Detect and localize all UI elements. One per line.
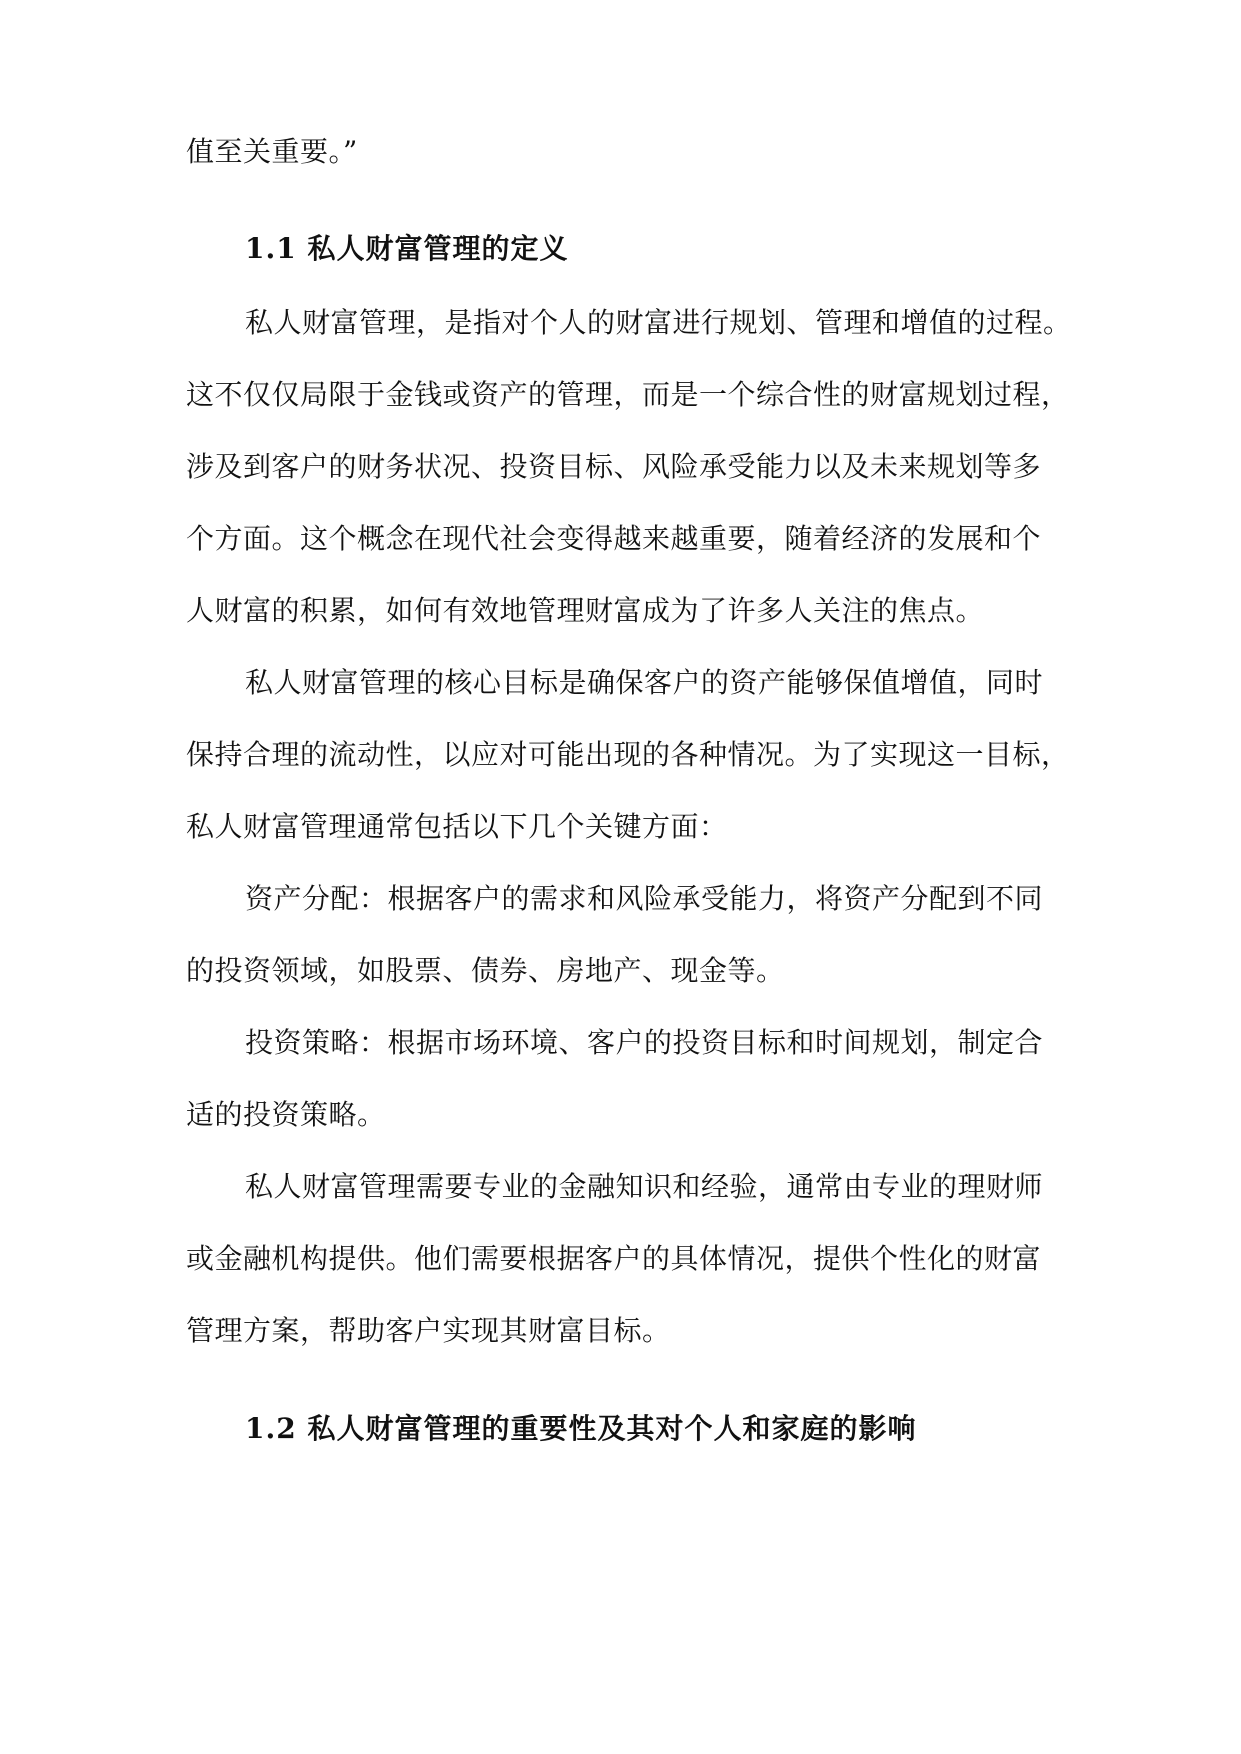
paragraph-line: 管理方案，帮助客户实现其财富目标。 bbox=[186, 1314, 671, 1347]
paragraph-line: 投资策略：根据市场环境、客户的投资目标和时间规划，制定合 bbox=[245, 1026, 1044, 1059]
paragraph-line: 适的投资策略。 bbox=[186, 1098, 386, 1131]
paragraph-line: 的投资领域，如股票、债券、房地产、现金等。 bbox=[186, 954, 785, 987]
paragraph-line: 私人财富管理，是指对个人的财富进行规划、管理和增值的过程。 bbox=[245, 306, 1072, 339]
paragraph-line: 私人财富管理通常包括以下几个关键方面： bbox=[186, 810, 728, 843]
paragraph-line: 值至关重要。” bbox=[186, 135, 358, 168]
paragraph-line: 人财富的积累，如何有效地管理财富成为了许多人关注的焦点。 bbox=[186, 594, 985, 627]
paragraph-line: 保持合理的流动性，以应对可能出现的各种情况。为了实现这一目标， bbox=[186, 738, 1070, 771]
section-heading-1-1: 1.1 私人财富管理的定义 bbox=[245, 232, 569, 265]
paragraph-line: 涉及到客户的财务状况、投资目标、风险承受能力以及未来规划等多 bbox=[186, 450, 1042, 483]
paragraph-line: 或金融机构提供。他们需要根据客户的具体情况，提供个性化的财富 bbox=[186, 1242, 1042, 1275]
paragraph-line: 私人财富管理的核心目标是确保客户的资产能够保值增值，同时 bbox=[245, 666, 1044, 699]
paragraph-line: 这不仅仅局限于金钱或资产的管理，而是一个综合性的财富规划过程， bbox=[186, 378, 1070, 411]
paragraph-line: 私人财富管理需要专业的金融知识和经验，通常由专业的理财师 bbox=[245, 1170, 1044, 1203]
paragraph-line: 个方面。这个概念在现代社会变得越来越重要，随着经济的发展和个 bbox=[186, 522, 1042, 555]
paragraph-line: 资产分配：根据客户的需求和风险承受能力，将资产分配到不同 bbox=[245, 882, 1044, 915]
section-heading-1-2: 1.2 私人财富管理的重要性及其对个人和家庭的影响 bbox=[245, 1412, 917, 1445]
